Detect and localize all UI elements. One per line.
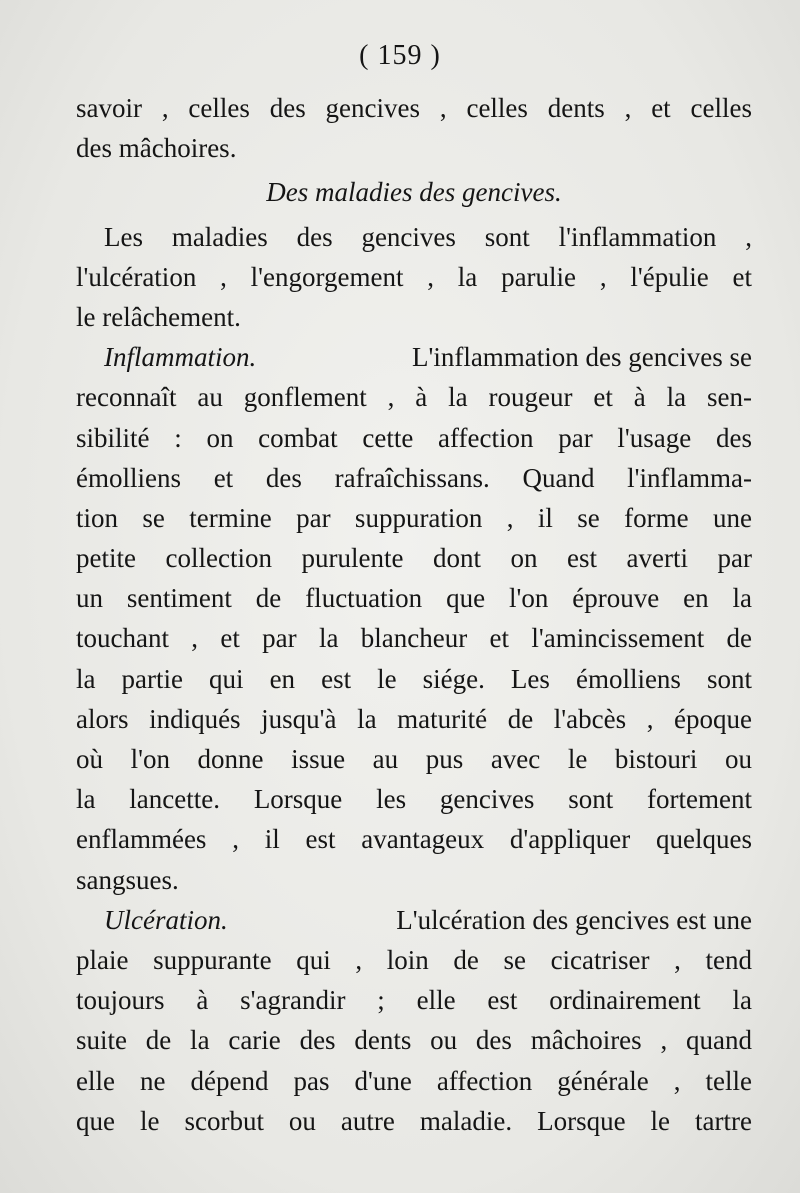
text-line <box>76 779 752 819</box>
line-text: Les maladies des gencives sont l'inflammation , <box>104 221 752 252</box>
text-line <box>76 900 752 940</box>
text-line <box>76 699 752 739</box>
text-line <box>76 297 752 337</box>
line-text: que le scorbut ou autre maladie. Lorsque le tartre <box>76 1105 752 1136</box>
text-line <box>76 1020 752 1060</box>
line-text: elle ne dépend pas d'une affection générale , telle <box>76 1065 752 1096</box>
text-line <box>76 659 752 699</box>
line-text: L'ulcération des gencives est une <box>396 904 752 935</box>
line-text: l'ulcération , l'engorgement , la parulie , l'épulie et <box>76 261 752 292</box>
text-line <box>76 940 752 980</box>
text-line <box>76 739 752 779</box>
text-line <box>76 257 752 297</box>
text-line <box>76 88 752 128</box>
line-text: L'inflammation des gencives se <box>411 342 752 373</box>
text-line <box>76 217 752 257</box>
line-text: le relâchement. <box>76 301 241 332</box>
line-text: où l'on donne issue au pus avec le bistouri ou <box>76 744 752 774</box>
text-line <box>76 337 752 377</box>
page-number: ( 159 ) <box>359 40 441 71</box>
paragraph-lead: Ulcération. <box>104 904 228 935</box>
text-line <box>76 1061 752 1101</box>
text-line <box>76 128 752 168</box>
text-line <box>76 819 752 859</box>
line-text: plaie suppurante qui , loin de se cicatriser , tend <box>76 944 752 975</box>
text-line <box>76 618 752 658</box>
line-text: tion se termine par suppuration , il se forme une <box>76 502 752 533</box>
text-line <box>76 538 752 578</box>
text-line <box>76 578 752 618</box>
line-text: sangsues. <box>76 864 179 895</box>
text-line <box>76 418 752 458</box>
section-heading-text: Des maladies des gencives. <box>266 177 562 208</box>
line-text: la partie qui en est le siége. Les émolliens sont <box>76 663 752 694</box>
line-text: touchant , et par la blancheur et l'amincissement de <box>76 623 752 654</box>
line-text: reconnaît au gonflement , à la rougeur et à la sen- <box>76 382 752 413</box>
line-text: petite collection purulente dont on est averti par <box>76 543 752 574</box>
line-text: sibilité : on combat cette affection par l'usage des <box>76 422 752 453</box>
text-line <box>76 1101 752 1141</box>
line-text: alors indiqués jusqu'à la maturité de l'abcès , époque <box>76 703 752 734</box>
line-text: émolliens et des rafraîchissans. Quand l'inflamma- <box>76 462 752 493</box>
line-text: la lancette. Lorsque les gencives sont fortement <box>76 784 752 815</box>
text-line <box>76 980 752 1020</box>
page-body <box>76 88 752 1141</box>
text-line <box>76 860 752 900</box>
line-text: des mâchoires. <box>76 133 237 164</box>
text-line <box>76 377 752 417</box>
line-text: suite de la carie des dents ou des mâchoires , quand <box>76 1025 752 1056</box>
text-line <box>76 498 752 538</box>
paragraph-lead: Inflammation. <box>104 342 257 373</box>
line-text: enflammées , il est avantageux d'appliquer quelques <box>76 824 752 855</box>
section-heading <box>76 172 752 212</box>
line-text: toujours à s'agrandir ; elle est ordinairement la <box>76 985 752 1016</box>
text-line <box>76 458 752 498</box>
line-text: savoir , celles des gencives , celles dents , et celles <box>76 93 752 123</box>
line-text: un sentiment de fluctuation que l'on éprouve en la <box>76 583 752 614</box>
